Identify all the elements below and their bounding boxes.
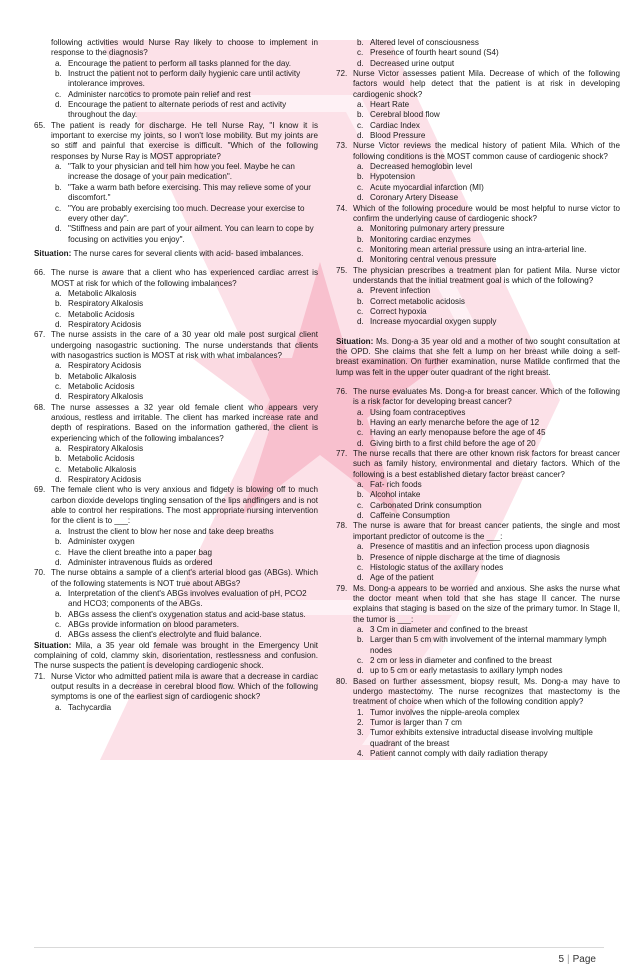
option: c. 2 cm or less in diameter and confined to the breast — [357, 655, 552, 665]
option: b. Cerebral blood flow — [357, 110, 440, 120]
question-68: 68. The nurse assesses a 32 year old female client who appears very anxious, restless and irritable. The client has marked increase rate and depth of respirations. Based on the information gathered, the client is experiencing which of the following imbalances? — [34, 402, 318, 443]
question-73: 73. Nurse Victor reviews the medical history of patient Mila. Which of the following conditions is the MOST common cause of cardiogenic shock? — [336, 141, 620, 161]
option: b. Respiratory Alkalosis — [55, 299, 144, 309]
option: b. "Take a warm bath before exercising. This may relieve some of your discomfort." — [55, 182, 311, 203]
option: d. Respiratory Acidosis — [55, 319, 142, 329]
option: a. Respiratory Acidosis — [55, 361, 142, 371]
option: b. Metabolic Alkalosis — [55, 371, 137, 381]
left-column — [34, 38, 318, 713]
option: a. "Talk to your physician and tell him how you feel. Maybe he can increase the dosage of your pain medication". — [55, 162, 295, 182]
situation-breast-cancer: Situation: Ms. Dong-a 35 year old and a mother of two sought consultation at the OPD. She claims that she felt a lump on her breast while doing a self- breast examination. On further examination, nurse Matilde confirmed that the lump was felt in the upper outer quadrant of the right breast. — [336, 336, 621, 377]
situation-cardiogenic-shock: Situation: Mila, a 35 year old female was brought in the Emergency Unit complaining of cold, clammy skin, disorientation, restlessness and confusion. The nurse suspects the patient is developing cardiogenic shock. — [34, 640, 319, 671]
option: b. Hypotension — [357, 172, 415, 182]
option: c. "You are probably exercising too much. Decrease your exercise to every other day". — [55, 203, 305, 223]
option: d. up to 5 cm or early metastasis to axillary lymph nodes — [357, 666, 563, 676]
page-separator: | — [567, 954, 570, 965]
option: b. Alcohol intake — [357, 490, 421, 500]
option: b. Having an early menarche before the age of 12 — [357, 418, 540, 428]
situation-acid-base: Situation: The nurse cares for several clients with acid- based imbalances. — [34, 248, 304, 258]
option: a. Heart Rate — [357, 100, 410, 110]
option: d. Age of the patient — [357, 573, 434, 583]
option: 3. Tumor exhibits extensive intraductal disease involving multiple quadrant of the breast — [357, 728, 593, 748]
option: b. Larger than 5 cm with involvement of the internal mammary lymph nodes — [357, 635, 607, 655]
question-77: 77. The nurse recalls that there are other known risk factors for breast cancer such as family history, environmental and dietary factors. Which of the following is a best established dietary factor breast cancer? — [336, 449, 620, 479]
question-65: 65. The patient is ready for discharge. He tell Nurse Ray, "I know it is important to exercise my joints, so I won't lose mobility. But my joints are so stiff and painful that exercise is difficult. "Which of the following responses by Nurse Ray is MOST appropriate? — [34, 120, 318, 161]
option: a. Tachycardia — [55, 702, 112, 712]
option: c. Metabolic Acidosis — [55, 309, 135, 319]
option: c. Carbonated Drink consumption — [357, 500, 482, 510]
option: a. Instrust the client to blow her nose and take deep breaths — [55, 526, 274, 536]
option: a. Using foam contraceptives — [357, 407, 466, 417]
option: c. Cardiac Index — [357, 120, 420, 130]
option: c. Monitoring mean arterial pressure using an intra-arterial line. — [357, 244, 587, 254]
option: d. Increase myocardial oxygen supply — [357, 317, 497, 327]
option: c. Metabolic Acidosis — [55, 382, 135, 391]
page-label: Page — [572, 954, 596, 965]
option: c. Administer narcotics to promote pain relief and rest — [55, 89, 251, 99]
option: b. Presence of nipple discharge at the time of diagnosis — [357, 552, 560, 562]
option: d. Respiratory Alkalosis — [55, 392, 144, 402]
question-74: 74. Which of the following procedure would be most helpful to nurse victor to confirm the underlying cause of cardiogenic shock? — [336, 203, 620, 223]
option: b. Instruct the patient not to perform daily hygienic care until activity intolerance improves. — [55, 69, 301, 89]
page-number — [558, 954, 596, 965]
option: c. Correct hypoxia — [357, 306, 427, 316]
option: d. Monitoring central venous pressure — [357, 255, 497, 265]
option: b. Administer oxygen — [55, 537, 135, 547]
page-footer — [34, 947, 604, 970]
option: c. Histologic status of the axillary nodes — [357, 562, 504, 572]
question-64-continuation: following activities would Nurse Ray likely to choose to implement in response to the diagnosis? — [51, 38, 318, 58]
question-66: 66. The nurse is aware that a client who has experienced cardiac arrest is MOST at risk for which of the following imbalances? — [34, 268, 318, 288]
option: a. Presence of mastitis and an infection process upon diagnosis — [357, 542, 590, 552]
question-70: 70. The nurse obtains a sample of a client's arterial blood gas (ABGs). Which of the following statements is NOT true about ABGs? — [34, 568, 318, 588]
question-79: 79. Ms. Dong-a appears to be worried and anxious. She asks the nurse what the doctor meant when told that she has stage II cancer. The nurse explains that staging is based on the size of the primary tumor. In Stage II, the tumor is ___: — [336, 583, 620, 624]
option: 2. Tumor is larger than 7 cm — [357, 718, 462, 727]
option: a. Respiratory Alkalosis — [55, 444, 144, 454]
option: b. Metabolic Acidosis — [55, 454, 135, 464]
question-67: 67. The nurse assists in the care of a 30 year old male post surgical client undergoing nasogastric suctioning. The nurse understands that clients with nasogastrics suction is MOST at risk with what imbalances? — [34, 330, 318, 360]
option: c. Have the client breathe into a paper bag — [55, 547, 212, 557]
option: d. Coronary Artery Disease — [357, 193, 459, 203]
question-78: 78. The nurse is aware that for breast cancer patients, the single and most important predictor of outcome is the ___: — [336, 521, 620, 541]
option: a. Interpretation of the client's ABGs involves evaluation of pH, PCO2 and HCO3; components of the ABGs. — [55, 588, 307, 609]
page-number-value: 5 — [558, 954, 565, 965]
option: a. Encourage the patient to perform all tasks planned for the day. — [55, 58, 292, 68]
option: c. ABGs provide information on blood parameters. — [55, 619, 239, 629]
option: 1. Tumor involves the nipple-areola complex — [357, 707, 520, 717]
option: b. Altered level of consciousness — [357, 38, 479, 47]
option: d. "Stiffness and pain are part of your ailment. You can learn to cope by focusing on activities you enjoy". — [55, 224, 314, 244]
option: c. Acute myocardial infarction (MI) — [357, 182, 484, 192]
option: d. Administer intravenous fluids as ordered — [55, 557, 213, 567]
question-71: 71. Nurse Victor who admitted patient mila is aware that a decrease in cardiac output results in a decrease in cerebral blood flow. Which of the following symptoms is one of the earliest sign of cardiogenic shock? — [34, 671, 318, 702]
option: d. Blood Pressure — [357, 131, 426, 141]
option: d. Encourage the patient to alternate periods of rest and activity throughout the day. — [55, 100, 287, 120]
option: a. Monitoring pulmonary artery pressure — [357, 224, 505, 234]
option: c. Presence of fourth heart sound (S4) — [357, 48, 499, 58]
options-64 — [34, 59, 318, 121]
question-76: 76. The nurse evaluates Ms. Dong-a for breast cancer. Which of the following is a risk factor for developing breast cancer? — [336, 387, 620, 407]
option: b. Monitoring cardiac enzymes — [357, 234, 471, 244]
option: a. Prevent infection — [357, 286, 431, 296]
question-69: 69. The female client who is very anxious and fidgety is blowing off to much carbon dioxide develops tingling sensation of the lips andfingers and is not able to control her respirations. The most appropriate nursing intervention for the client is to ___: — [34, 485, 318, 526]
option: a. Decreased hemoglobin level — [357, 162, 473, 172]
option: d. Giving birth to a first child before the age of 20 — [357, 438, 536, 448]
option: d. Decreased urine output — [357, 58, 455, 68]
option: c. Having an early menopause before the age of 45 — [357, 428, 546, 438]
option: a. Metabolic Alkalosis — [55, 288, 137, 298]
option: a. Fat- rich foods — [357, 480, 422, 490]
question-72: 72. Nurse Victor assesses patient Mila. Decrease of which of the following factors would help detect that the patient is at risk in developing cardiogenic shock? — [336, 69, 620, 99]
option: d. Caffeine Consumption — [357, 511, 450, 521]
question-80: 80. Based on further assessment, biopsy result, Ms. Dong-a may have to undergo mastectomy. The nurse recognizes that mastectomy is the treatment of choice when which of the following condition apply? — [336, 676, 620, 707]
option: d. Respiratory Acidosis — [55, 475, 142, 485]
option: d. ABGs assess the client's electrolyte and fluid balance. — [55, 630, 262, 640]
option: a. 3 Cm in diameter and confined to the breast — [357, 624, 528, 634]
option: c. Metabolic Alkalosis — [55, 464, 137, 474]
option: b. Correct metabolic acidosis — [357, 296, 465, 306]
option: 4. Patient cannot comply with daily radiation therapy — [357, 749, 548, 759]
option: b. ABGs assess the client's oxygenation status and acid-base status. — [55, 609, 306, 619]
right-column — [336, 38, 620, 759]
question-75: 75. The physician prescribes a treatment plan for patient Mila. Nurse victor understands that the initial treatment goal is which of the following? — [336, 265, 620, 285]
